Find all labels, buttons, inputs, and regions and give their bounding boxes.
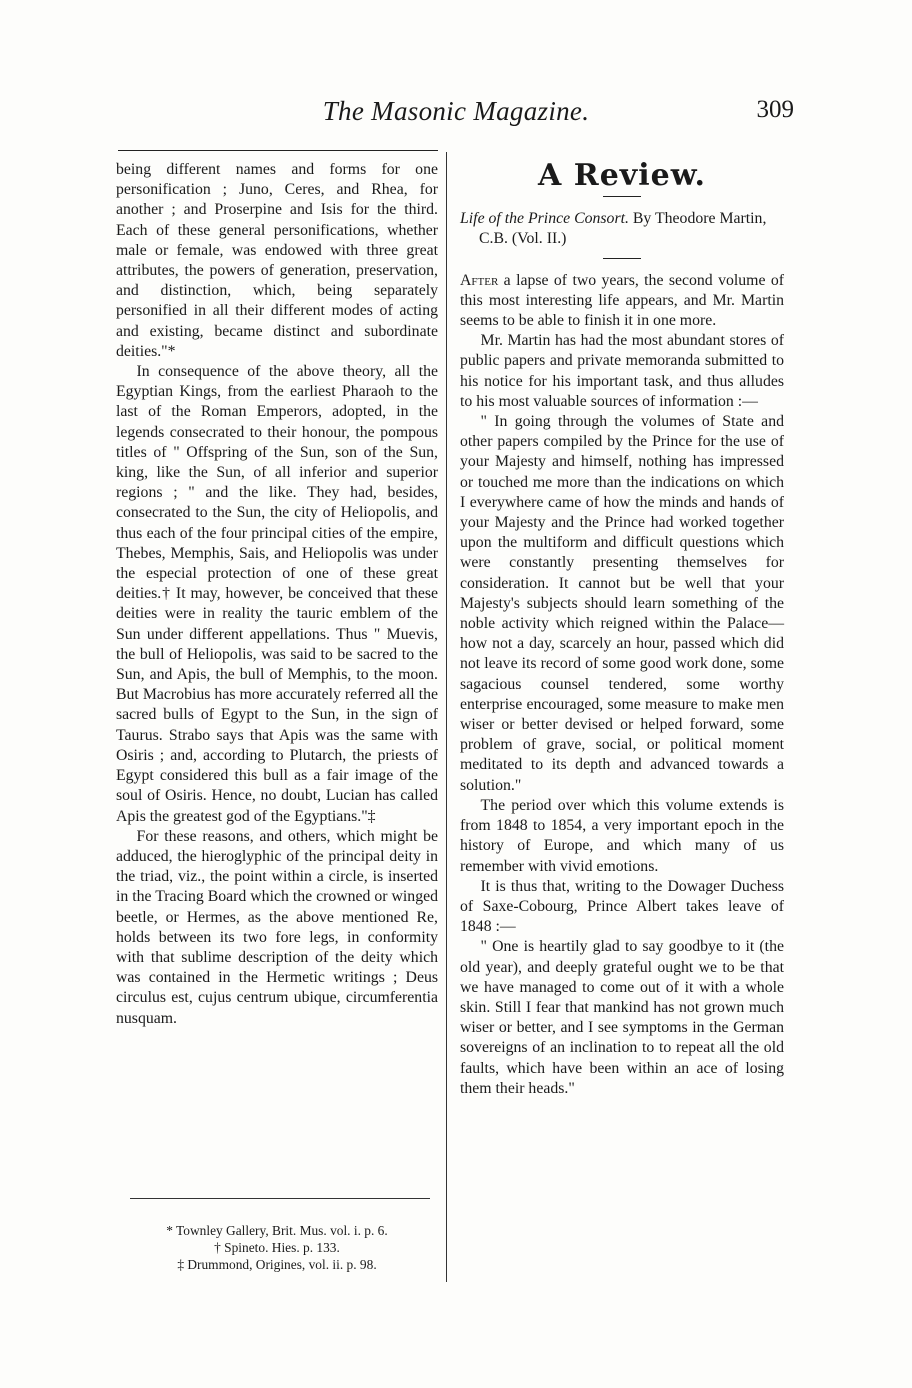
right-paragraph-1-text: a lapse of two years, the second volume of this most interesting life appears, and Mr. Martin seems to be able to finish it in one more. <box>460 271 784 330</box>
heading-rule <box>603 196 641 197</box>
left-paragraph-2: In consequence of the above theory, all the Egyptian Kings, from the earliest Pharaoh to the last of the Roman Emperors, adopted, in the legends consecrated to their honour, the pompous titles of " Offspring of the Sun, son of the Sun, king, like the Sun, of all inferior and superior regions ; " and the like. They had, besides, consecrated to the Sun, the city of Heliopolis, and thus each of the four principal cities of the empire, Thebes, Memphis, Sais, and Heliopolis was under the especial protection of one of these great deities.† It may, however, be conceived that these deities were in reality the tauric emblem of the Sun under different appellations. Thus " Muevis, the bull of Heliopolis, was said to be sacred to the Sun, and Apis, the bull of Memphis, to the moon. But Macrobius has more accurately referred all the sacred bulls of Egypt to the Sun, in the sign of Taurus. Strabo says that Apis was the same with Osiris ; and, according to Plutarch, the priests of Egypt considered this bull as a fair image of the soul of Osiris. Hence, no doubt, Lucian has called Apis the greatest god of the Egyptians."‡ <box>116 363 438 825</box>
book-title: Life of the Prince Consort. <box>460 210 629 228</box>
book-citation <box>460 209 784 249</box>
right-paragraph-2: Mr. Martin has had the most abundant stores of public papers and private memoranda submitted to his notice for his important task, and thus alludes to his most valuable sources of information :— <box>460 332 784 410</box>
right-quote-1: " In going through the volumes of State and other papers compiled by the Prince for the use of your Majesty and himself, nothing has impressed or touched me more than the indications on which I everywhere came of how the minds and hands of your Majesty and the Prince had worked together upon the multiform and difficult questions which were constantly presenting themselves for consideration. It cannot but be well that your Majesty's subjects should learn something of the noble activity which reigned within the Palace—how not a day, scarcely an hour, passed which did not leave its record of some good work done, some sagacious counsel tendered, some worthy enterprise encouraged, some measure to make men wiser or better devised or helped forward, some problem of grave, social, or political moment meditated to its depth and advanced towards a solution." <box>460 413 784 794</box>
review-heading: A Review. <box>538 158 706 193</box>
footnote-3: ‡ Drummond, Origines, vol. ii. p. 98. <box>177 1257 377 1272</box>
left-paragraph-1: being different names and forms for one personification ; Juno, Ceres, and Rhea, for another ; and Proserpine and Isis for the third. Each of these general personifications, whether male or female, was endowed with three great attributes, the powers of generation, preservation, and distinction, which, being separately personified in all their different modes of acting and existing, became distinct and subordinate deities."* <box>116 161 438 360</box>
left-paragraph-3: For these reasons, and others, which might be adduced, the hieroglyphic of the principal deity in the triad, viz., the point within a circle, is inserted in the Tracing Board which the crowned or winged beetle, or Hermes, as the above mentioned Re, holds between its two fore legs, in conformity with that sublime description of the deity which was contained in the Hermetic writings ; Deus circulus est, cujus centrum ubique, circumferentia nusquam. <box>116 827 439 1027</box>
running-title: The Masonic Magazine. <box>322 96 590 126</box>
column-divider <box>446 152 447 1282</box>
right-paragraph-1 <box>460 271 784 332</box>
footnote-rule <box>130 1198 430 1199</box>
citation-rule <box>603 258 641 259</box>
book-author: By Theodore Martin, C.B. (Vol. II.) <box>478 210 767 248</box>
left-column <box>116 160 438 1029</box>
right-paragraph-3: The period over which this volume extends is from 1848 to 1854, a very important epoch in the history of Europe, and which many of us remember with vivid emotions. <box>460 796 784 875</box>
right-column <box>460 160 784 1099</box>
footnotes <box>116 1222 438 1273</box>
drop-word: After <box>460 271 499 289</box>
right-paragraph-4: It is thus that, writing to the Dowager Duchess of Saxe-Cobourg, Prince Albert takes leave of 1848 :— <box>460 877 784 936</box>
page-number: 309 <box>756 96 794 123</box>
top-rule <box>118 150 438 151</box>
footnote-2: † Spineto. Hies. p. 133. <box>214 1240 340 1255</box>
footnote-1: * Townley Gallery, Brit. Mus. vol. i. p. 6. <box>166 1223 388 1238</box>
right-quote-2: " One is heartily glad to say goodbye to it (the old year), and deeply grateful ought we to be that we have managed to come out of it with a whole skin. Still I fear that mankind has not grown much wiser or better, and I see symptoms in the German sovereigns of an inclination to to repeat all the old faults, which have been within an ace of losing them their heads." <box>460 938 784 1097</box>
